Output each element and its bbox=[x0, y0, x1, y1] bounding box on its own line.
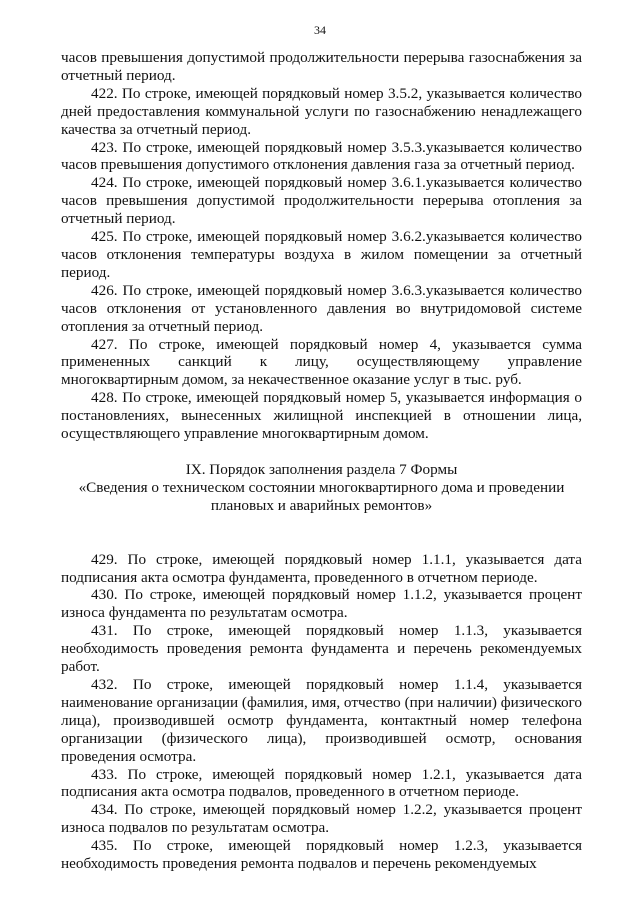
paragraph-continuation: часов превышения допустимой продолжительности перерыва газоснабжения за отчетный период. bbox=[61, 49, 582, 84]
paragraph-424: 424. По строке, имеющей порядковый номер 3.6.1.указывается количество часов превышения допустимой продолжительности перерыва отопления за отчетный период. bbox=[61, 174, 582, 228]
section-heading-line-1: IX. Порядок заполнения раздела 7 Формы bbox=[185, 460, 458, 478]
paragraph-433: 433. По строке, имеющей порядковый номер 1.2.1, указывается дата подписания акта осмотра подвалов, проведенного в отчетном периоде. bbox=[61, 765, 582, 801]
paragraph-432: 432. По строке, имеющей порядковый номер 1.1.4, указывается наименование организации (фамилия, имя, отчество (при наличии) физического лица), производившей осмотр фундамента, контактный номер телефона организации (физического лица), производившей осмотр, основания проведения осмотра. bbox=[61, 676, 582, 765]
document-body bbox=[61, 49, 582, 873]
paragraph-423: 423. По строке, имеющей порядковый номер 3.5.3.указывается количество часов превышения допустимого отклонения давления газа за отчетный период. bbox=[61, 138, 582, 174]
paragraph-427: 427. По строке, имеющей порядковый номер 4, указывается сумма примененных санкций к лицу, осуществляющему управление многоквартирным домом, за некачественное оказание услуг в тыс. руб. bbox=[61, 335, 582, 389]
paragraph-429: 429. По строке, имеющей порядковый номер 1.1.1, указывается дата подписания акта осмотра фундамента, проведенного в отчетном периоде. bbox=[61, 550, 582, 586]
section-heading-line-3: плановых и аварийных ремонтов» bbox=[210, 496, 433, 514]
paragraph-430: 430. По строке, имеющей порядковый номер 1.1.2, указывается процент износа фундамента по результатам осмотра. bbox=[61, 586, 582, 622]
paragraph-426: 426. По строке, имеющей порядковый номер 3.6.3.указывается количество часов отклонения от установленного давления во внутридомовой системе отопления за отчетный период. bbox=[61, 281, 582, 335]
paragraph-422: 422. По строке, имеющей порядковый номер 3.5.2, указывается количество дней предоставления коммунальной услуги по газоснабжению ненадлежащего качества за отчетный период. bbox=[61, 84, 582, 138]
paragraph-428: 428. По строке, имеющей порядковый номер 5, указывается информация о постановлениях, вынесенных жилищной инспекцией в отношении лица, осуществляющего управление многоквартирным домом. bbox=[61, 389, 582, 443]
section-heading bbox=[61, 461, 582, 515]
paragraph-435: 435. По строке, имеющей порядковый номер 1.2.3, указывается необходимость проведения ремонта подвалов и перечень рекомендуемых bbox=[61, 837, 582, 873]
paragraph-434: 434. По строке, имеющей порядковый номер 1.2.2, указывается процент износа подвалов по результатам осмотра. bbox=[61, 801, 582, 837]
paragraph-431: 431. По строке, имеющей порядковый номер 1.1.3, указывается необходимость проведения ремонта фундамента и перечень рекомендуемых работ. bbox=[61, 622, 582, 676]
paragraph-425: 425. По строке, имеющей порядковый номер 3.6.2.указывается количество часов отклонения температуры воздуха в жилом помещении за отчетный период. bbox=[61, 228, 582, 281]
page-number: 34 bbox=[314, 23, 326, 37]
section-heading-line-2: «Сведения о техническом состоянии многоквартирного дома и проведении bbox=[78, 478, 565, 496]
